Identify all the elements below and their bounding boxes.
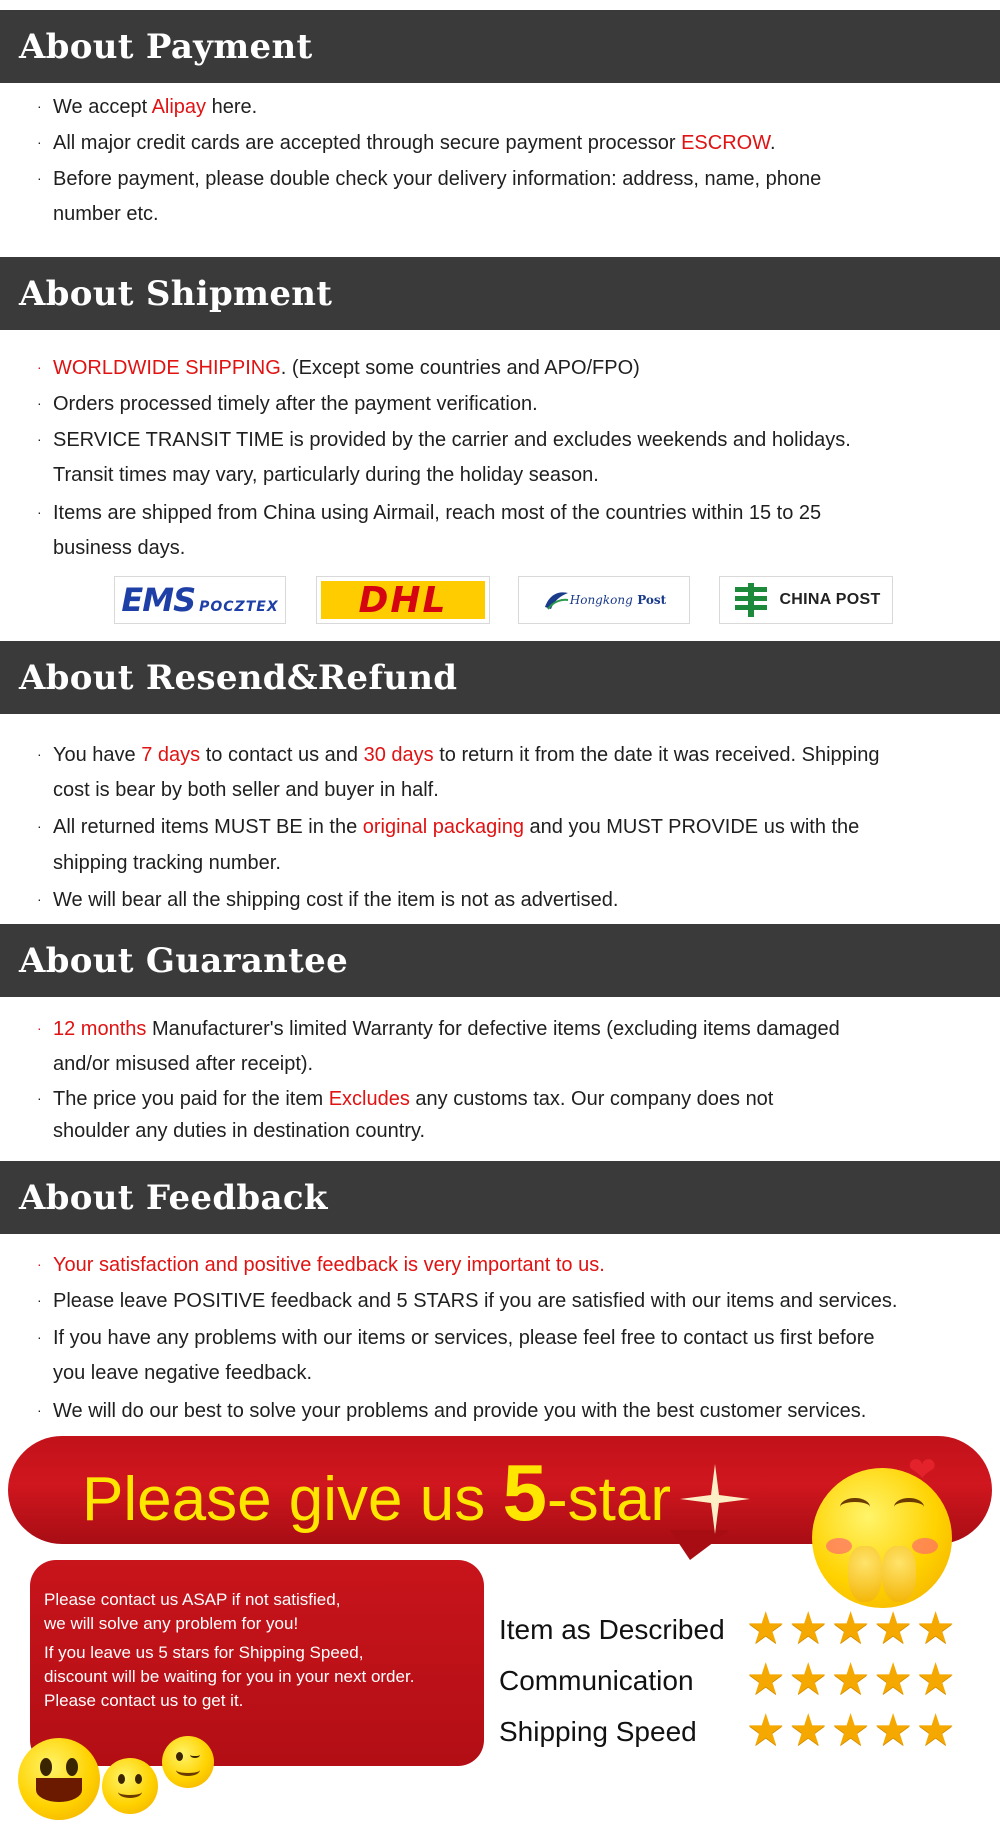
rating-label-communication: Communication: [499, 1665, 694, 1696]
refund-line-3: · We will bear all the shipping cost if the item is not as advertised.: [37, 881, 618, 918]
smiling-smiley-icon: [102, 1758, 158, 1814]
refund-line-2-cont: shipping tracking number.: [53, 852, 281, 874]
heart-icon: ❤: [908, 1451, 937, 1489]
guarantee-line-2: · The price you paid for the item Excludes any customs tax. Our company does not: [37, 1080, 773, 1117]
star-icon: ★: [830, 1604, 871, 1653]
star-icon: ★: [746, 1655, 786, 1704]
bullet-icon: ·: [37, 431, 42, 447]
alipay-highlight: Alipay: [151, 96, 207, 118]
star-rating-shipping-speed: [746, 1708, 955, 1754]
feedback-line-3-cont: you leave negative feedback.: [53, 1362, 313, 1384]
bullet-icon: ·: [37, 504, 42, 520]
info-line-2: we will solve any problem for you!: [44, 1614, 299, 1633]
sparkle-icon: [680, 1464, 750, 1534]
bullet-icon: ·: [37, 891, 42, 907]
shipment-header: [0, 257, 1000, 330]
refund-line-2: · All returned items MUST BE in the original packaging and you MUST PROVIDE us with the: [37, 808, 859, 845]
feedback-header: [0, 1161, 1000, 1234]
bullet-icon: ·: [37, 359, 42, 375]
bullet-icon: ·: [37, 1090, 42, 1106]
star-rating-communication: [746, 1657, 955, 1703]
guarantee-title: About Guarantee: [19, 940, 349, 981]
star-icon: ★: [746, 1604, 786, 1653]
hongkong-post-logo: Hongkong Post: [518, 576, 690, 624]
star-icon: ★: [788, 1655, 828, 1704]
feedback-line-1: · Your satisfaction and positive feedback is very important to us.: [37, 1246, 605, 1283]
escrow-highlight: ESCROW: [681, 132, 770, 154]
bullet-icon: ·: [37, 1402, 42, 1418]
ems-pocztex-logo: EMS POCZTEX: [114, 576, 286, 624]
shipment-line-4: · Items are shipped from China using Airmail, reach most of the countries within 15 to 25: [37, 494, 821, 531]
winking-smiley-icon: [162, 1736, 214, 1788]
feedback-line-2: · Please leave POSITIVE feedback and 5 STARS if you are satisfied with our items and services.: [37, 1282, 897, 1319]
hongkong-post-emblem-icon: [542, 587, 570, 613]
feedback-line-4: · We will do our best to solve your problems and provide you with the best customer services.: [37, 1392, 866, 1429]
feedback-title: About Feedback: [19, 1177, 328, 1218]
star-icon: ★: [873, 1706, 913, 1755]
bullet-icon: ·: [37, 98, 42, 114]
guarantee-line-2-cont: shoulder any duties in destination country.: [53, 1120, 426, 1142]
star-icon: ★: [915, 1706, 956, 1755]
bullet-icon: ·: [37, 746, 42, 762]
payment-line-3: · Before payment, please double check your delivery information: address, name, phone: [37, 160, 821, 197]
bullet-icon: ·: [37, 395, 42, 411]
payment-header: [0, 10, 1000, 83]
bullet-icon: ·: [37, 134, 42, 150]
guarantee-line-1-cont: and/or misused after receipt).: [53, 1053, 314, 1075]
star-icon: ★: [746, 1706, 786, 1755]
shipment-line-1: · WORLDWIDE SHIPPING. (Except some countries and APO/FPO): [37, 349, 640, 386]
payment-line-2: · All major credit cards are accepted through secure payment processor ESCROW.: [37, 124, 776, 161]
refund-header: [0, 641, 1000, 714]
shipment-line-4-cont: business days.: [53, 537, 186, 559]
star-icon: ★: [788, 1604, 828, 1653]
guarantee-line-1: · 12 months Manufacturer's limited Warranty for defective items (excluding items damaged: [37, 1010, 840, 1047]
bullet-icon: ·: [37, 1329, 42, 1345]
star-icon: ★: [788, 1706, 828, 1755]
banner-text: Please give us 5-star: [82, 1448, 671, 1537]
star-icon: ★: [915, 1604, 956, 1653]
payment-line-1: · We accept Alipay here.: [37, 88, 257, 125]
star-icon: ★: [830, 1655, 871, 1704]
rating-label-shipping-speed: Shipping Speed: [499, 1716, 697, 1747]
refund-line-1-cont: cost is bear by both seller and buyer in half.: [53, 779, 439, 801]
star-icon: ★: [873, 1604, 913, 1653]
bullet-icon: ·: [37, 170, 42, 186]
original-packaging-highlight: original packaging: [362, 816, 524, 838]
star-icon: ★: [915, 1655, 956, 1704]
refund-title: About Resend&Refund: [19, 657, 458, 698]
star-icon: ★: [873, 1655, 913, 1704]
info-line-4: discount will be waiting for you in your next order.: [44, 1667, 415, 1686]
twelve-months-highlight: 12 months: [53, 1018, 147, 1040]
payment-line-3-cont: number etc.: [53, 203, 159, 225]
rating-label-item-as-described: Item as Described: [499, 1614, 725, 1645]
seven-days-highlight: 7 days: [141, 744, 201, 766]
laughing-smiley-icon: [18, 1738, 100, 1820]
shipment-line-2: · Orders processed timely after the payment verification.: [37, 385, 538, 422]
guarantee-header: [0, 924, 1000, 997]
info-line-3: If you leave us 5 stars for Shipping Speed,: [44, 1643, 364, 1662]
thirty-days-highlight: 30 days: [363, 744, 434, 766]
star-icon: ★: [830, 1706, 871, 1755]
china-post-logo: CHINA POST: [719, 576, 893, 624]
bullet-icon: ·: [37, 1020, 42, 1036]
excludes-highlight: Excludes: [328, 1088, 410, 1110]
china-post-emblem-icon: [731, 583, 771, 617]
worldwide-highlight: WORLDWIDE SHIPPING: [53, 357, 281, 379]
banner-tail: [670, 1530, 730, 1560]
info-line-5: Please contact us to get it.: [44, 1691, 244, 1710]
shipment-line-3-cont: Transit times may vary, particularly during the holiday season.: [53, 464, 599, 486]
bullet-icon: ·: [37, 1292, 42, 1308]
dhl-logo: DHL: [316, 576, 490, 624]
shipment-line-3: · SERVICE TRANSIT TIME is provided by the carrier and excludes weekends and holidays.: [37, 421, 851, 458]
refund-line-1: · You have 7 days to contact us and 30 days to return it from the date it was received. Shipping: [37, 736, 879, 773]
payment-title: About Payment: [19, 26, 313, 67]
info-line-1: Please contact us ASAP if not satisfied,: [44, 1590, 341, 1609]
bullet-icon: ·: [37, 1256, 42, 1272]
shipment-title: About Shipment: [19, 273, 333, 314]
star-rating-item-as-described: [746, 1606, 955, 1652]
bullet-icon: ·: [37, 818, 42, 834]
feedback-line-3: · If you have any problems with our items or services, please feel free to contact us first before: [37, 1319, 875, 1356]
